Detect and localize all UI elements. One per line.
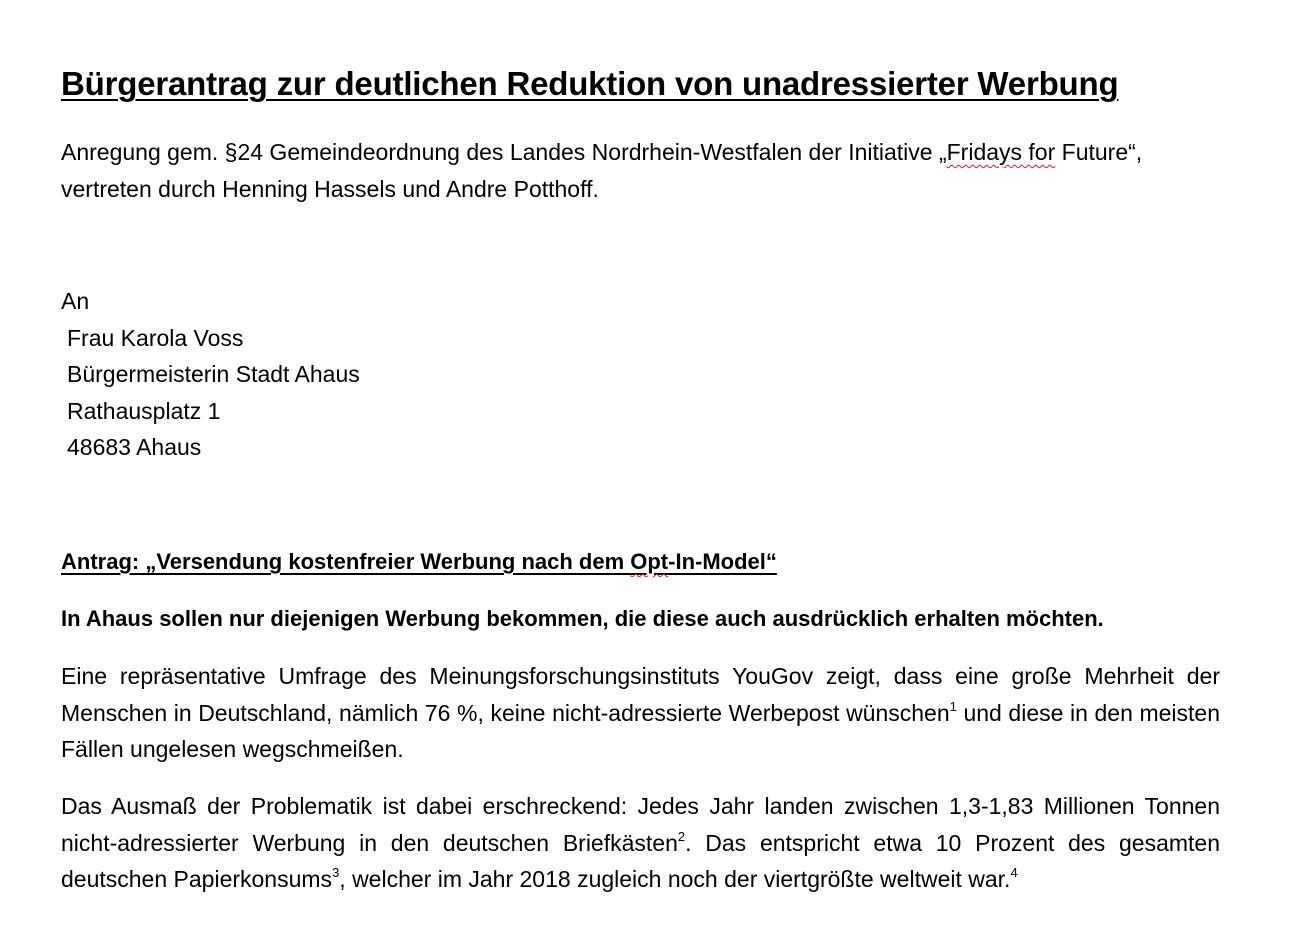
address-street: Rathausplatz 1 [67,397,221,424]
paragraph-survey [61,658,1220,768]
footnote-reference[interactable]: 2 [677,828,686,844]
address-role: Bürgermeisterin Stadt Ahaus [67,361,360,387]
antrag-text-end: -In-Model“ [668,549,777,574]
document-title: Bürgerantrag zur deutlichen Reduktion von unadressierter Werbung [61,65,1119,102]
footnote-reference[interactable]: 1 [949,698,957,714]
paragraph-scale [61,788,1220,898]
spellcheck-flagged-word[interactable]: Fridays for [946,139,1056,165]
antrag-heading [61,545,1220,579]
footnote-reference[interactable]: 4 [1010,865,1018,880]
lead-statement: In Ahaus sollen nur diejenigen Werbung bekommen, die diese auch ausdrücklich erhalten möchten. [61,606,1104,631]
intro-text-start: Anregung gem. §24 Gemeindeordnung des Landes Nordrhein-Westfalen der Initiative „ [61,139,947,165]
intro-paragraph [61,134,1220,207]
footnote-reference[interactable]: 3 [332,865,340,880]
paragraph-text: , welcher im Jahr 2018 zugleich noch der viertgrößte weltweit war. [339,866,1011,892]
paragraph-text: Eine repräsentative Umfrage des Meinungsforschungsinstituts YouGov zeigt, dass eine große Mehrheit der Menschen in Deutschland, nämlich 76 %, keine nicht-adressierte Werbepost wünschen [61,663,1220,726]
intro-text-end: Future“, vertreten durch Henning Hassels und Andre Potthoff. [61,139,1143,202]
address-city: 48683 Ahaus [67,434,202,460]
antrag-text-start: Antrag: „Versendung kostenfreier Werbung nach dem [61,549,631,574]
paragraph-text: Das Ausmaß der Problematik ist dabei erschreckend: Jedes Jahr landen zwischen 1,3-1,83 Millionen Tonnen nicht-adressierter Werbung in den deutschen Briefkästen [61,793,1220,856]
paragraph-text: . Das entspricht etwa 10 Prozent des gesamten deutschen Papierkonsums [61,829,1220,892]
address-name: Frau Karola Voss [67,324,244,351]
paragraph-text: und diese in den meisten Fällen ungelesen wegschmeißen. [61,699,1220,762]
spellcheck-flagged-word[interactable]: Opt [630,549,669,574]
recipient-address [61,283,1220,466]
address-salutation: An [61,288,90,314]
